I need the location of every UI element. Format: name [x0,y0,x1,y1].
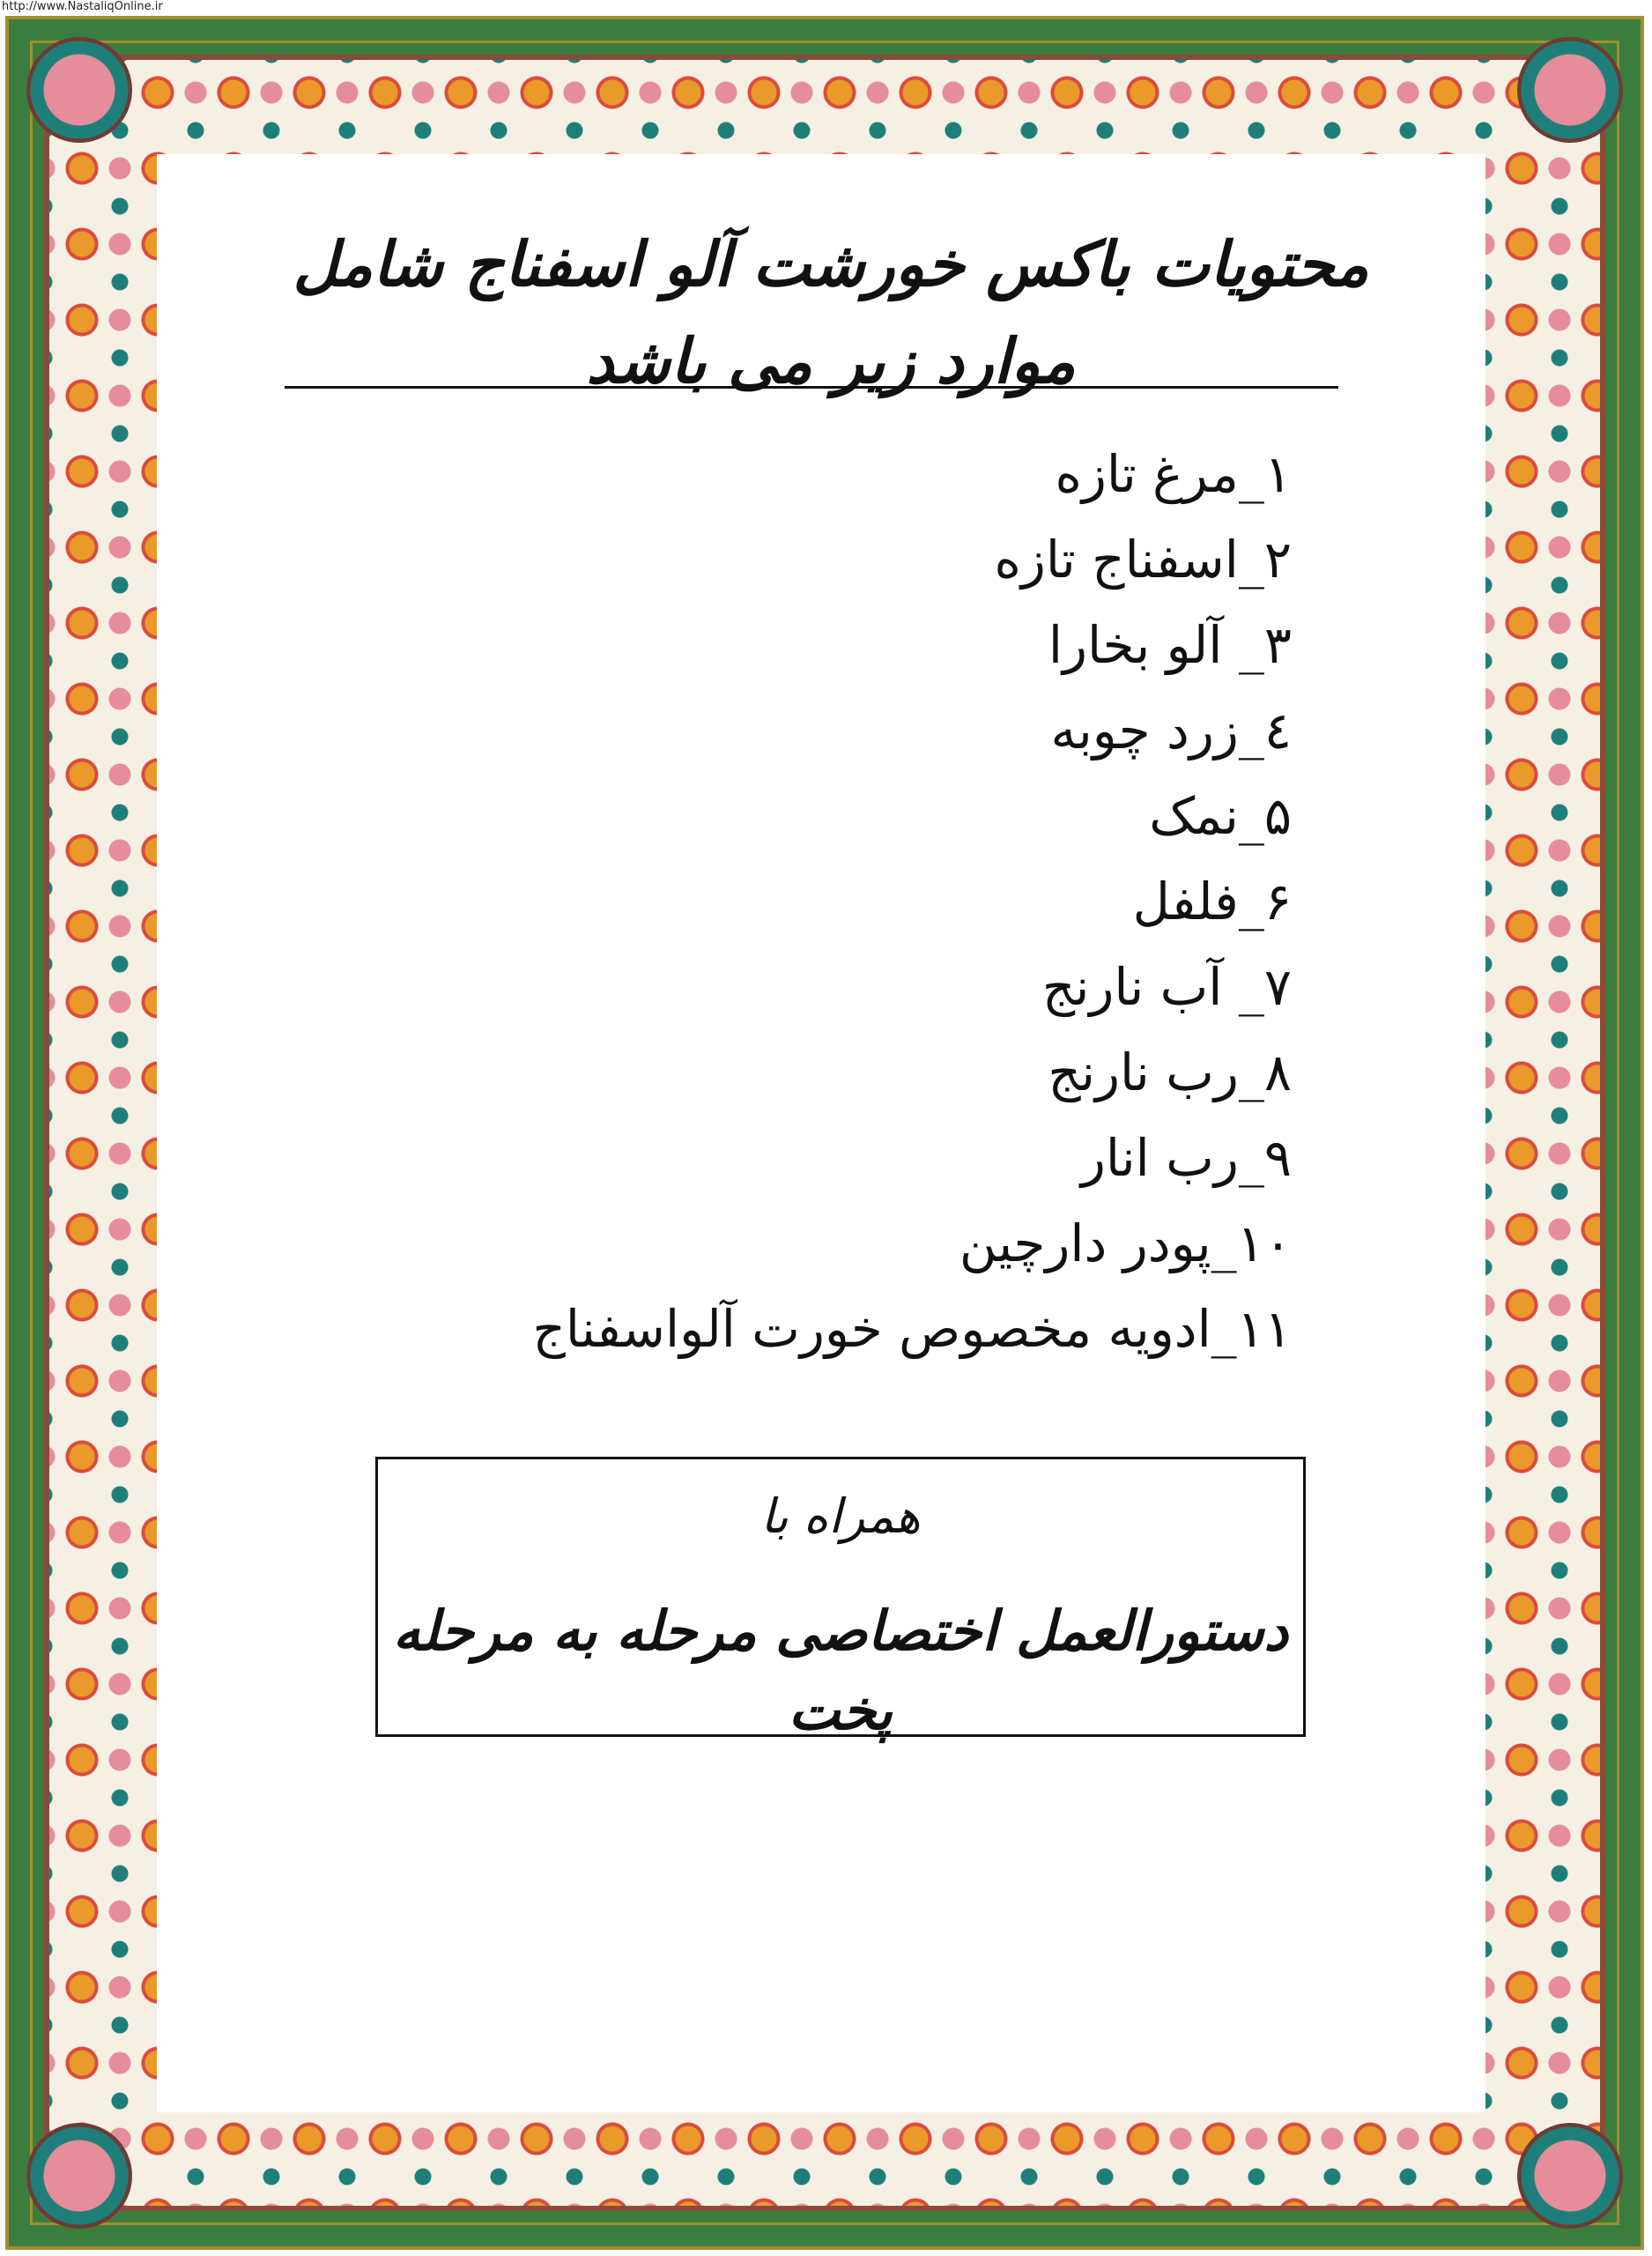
list-item: ۶_فلفل [1132,872,1292,931]
list-item: ۳_ آلو بخارا [1048,615,1292,675]
recipe-note-box [375,1457,1306,1742]
list-item: ۱۱_ادویه مخصوص خورت آلواسفناج [532,1299,1292,1359]
document-title: محتویات باکس خورشت آلو اسفناج شامل موارد زیر می باشد [293,227,1369,397]
corner-ornament-bottom-right [1517,2123,1623,2229]
corner-ornament-top-left [26,37,132,143]
list-item: ۱_مرغ تازه [1055,444,1292,504]
source-url: http://www.NastaliqOnline.ir [2,0,163,13]
list-item: ٤_زرد چوبه [1050,701,1292,761]
corner-ornament-bottom-left [26,2123,132,2229]
list-item: ۱۰_پودر دارچین [959,1213,1292,1273]
note-line-together-with: همراه با [760,1488,921,1544]
document-page [157,154,1485,2112]
ingredient-list [322,432,1292,1372]
corner-ornament-top-right [1517,37,1623,143]
list-item: ۷_ آب نارنج [1041,957,1292,1017]
list-item: ۸_رب نارنج [1048,1043,1292,1102]
title-underline [285,386,1338,389]
list-item: ۹_رب انار [1080,1128,1292,1188]
note-line-instructions: دستورالعمل اختصاصی مرحله به مرحله پخت [392,1599,1289,1742]
list-item: ۵_نمک [1149,786,1292,846]
list-item: ۲_اسفناج تازه [994,530,1292,590]
